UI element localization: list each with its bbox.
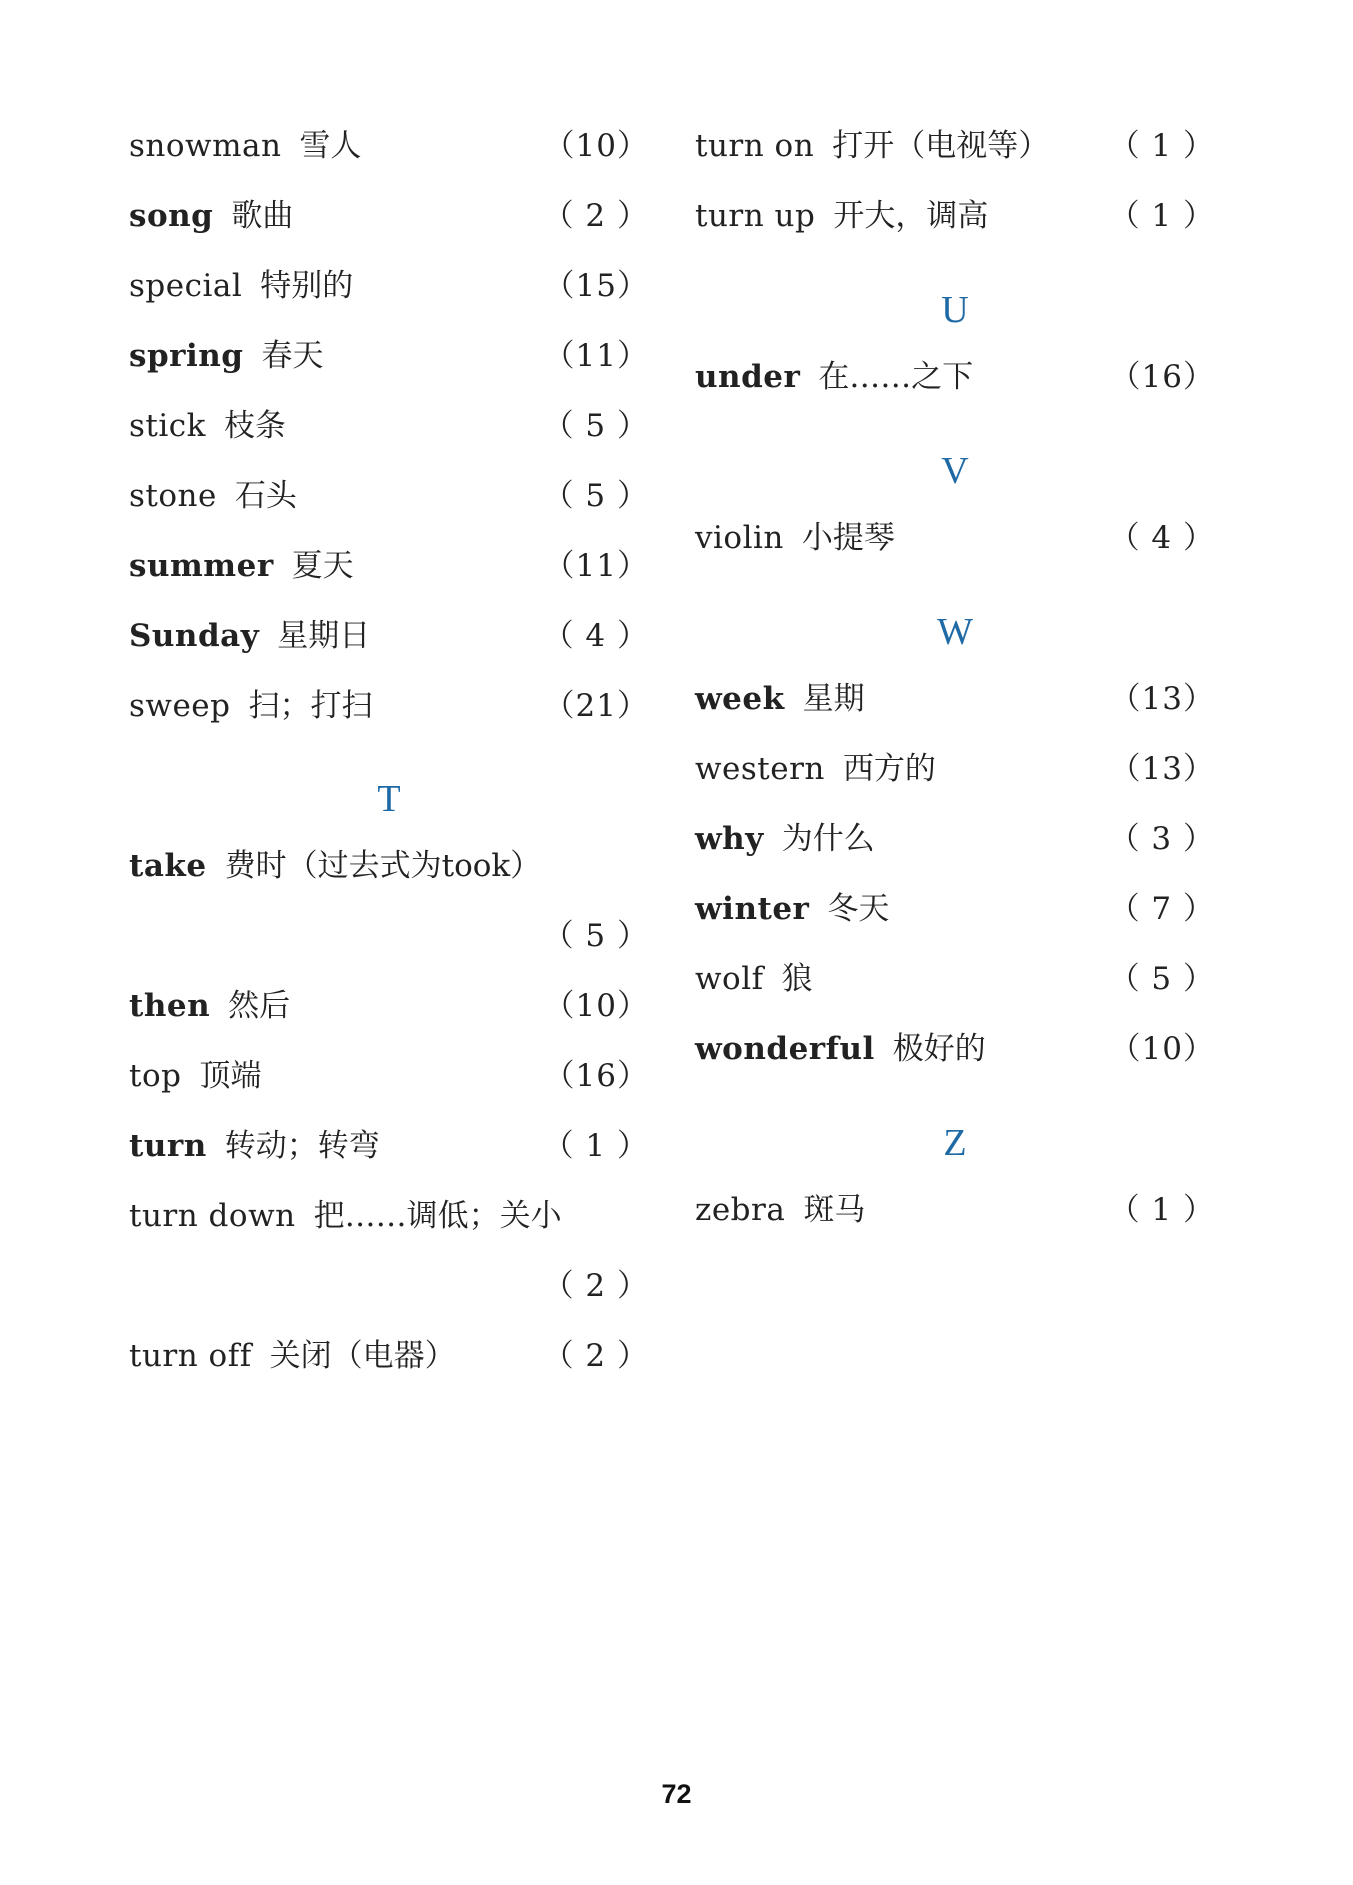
section-letter-t: T xyxy=(377,778,401,820)
vocab-entry xyxy=(129,1126,649,1166)
entry-word: stone xyxy=(129,478,217,514)
vocab-entry xyxy=(129,126,649,166)
section-letter-v: V xyxy=(941,450,969,492)
entry-meaning: 顶端 xyxy=(199,1058,262,1094)
vocab-entry xyxy=(129,616,649,656)
entry-meaning: 春天 xyxy=(261,338,324,374)
vocab-entry xyxy=(129,546,649,586)
vocab-entry xyxy=(695,357,1215,397)
entry-meaning: 开大，调高 xyxy=(833,198,989,234)
entry-word: song xyxy=(129,198,214,234)
entry-unit: （ 5 ） xyxy=(542,478,649,514)
entry-word: stick xyxy=(129,408,206,444)
entry-unit: （10） xyxy=(543,128,649,164)
entry-unit: （ 2 ） xyxy=(542,1268,649,1304)
entry-unit: （ 5 ） xyxy=(542,408,649,444)
vocab-entry xyxy=(695,889,1215,929)
entry-word: then xyxy=(129,988,211,1024)
entry-unit: （ 5 ） xyxy=(542,918,649,954)
vocab-entry xyxy=(695,1190,1215,1230)
entry-meaning: 费时（过去式为took） xyxy=(224,848,542,884)
vocab-entry xyxy=(129,196,649,236)
entry-unit: （ 4 ） xyxy=(542,618,649,654)
entry-meaning: 星期 xyxy=(802,681,865,717)
vocab-entry xyxy=(695,819,1215,859)
entry-unit: （ 5 ） xyxy=(1108,961,1215,997)
entry-meaning: 然后 xyxy=(228,988,291,1024)
entry-word: turn up xyxy=(695,198,816,234)
vocab-entry xyxy=(129,266,649,306)
entry-word: take xyxy=(129,848,207,884)
entry-meaning: 把……调低；关小 xyxy=(313,1198,562,1234)
section-letter-w: W xyxy=(937,611,973,653)
entry-unit: （10） xyxy=(1109,1031,1215,1067)
entry-word: spring xyxy=(129,338,244,374)
entry-meaning: 西方的 xyxy=(842,751,936,787)
entry-unit: （13） xyxy=(1109,681,1215,717)
entry-word: snowman xyxy=(129,128,282,164)
entry-unit: （ 1 ） xyxy=(1108,128,1215,164)
entry-word: under xyxy=(695,359,801,395)
entry-meaning: 扫；打扫 xyxy=(248,688,373,724)
vocab-entry xyxy=(129,686,649,726)
entry-word: why xyxy=(695,821,764,857)
entry-word: wonderful xyxy=(695,1031,875,1067)
entry-meaning: 极好的 xyxy=(892,1031,986,1067)
section-letter-u: U xyxy=(941,289,969,331)
entry-meaning: 小提琴 xyxy=(801,520,895,556)
entry-unit: （11） xyxy=(543,548,649,584)
entry-word: winter xyxy=(695,891,810,927)
vocab-entry xyxy=(129,846,649,954)
entry-unit: （ 3 ） xyxy=(1108,821,1215,857)
entry-word: zebra xyxy=(695,1192,786,1228)
entry-word: western xyxy=(695,751,825,787)
entry-word: turn down xyxy=(129,1198,296,1234)
entry-unit: （ 2 ） xyxy=(542,1338,649,1374)
entry-meaning: 星期日 xyxy=(277,618,371,654)
entry-unit: （10） xyxy=(543,988,649,1024)
entry-meaning: 雪人 xyxy=(299,128,362,164)
vocab-entry xyxy=(695,126,1215,166)
entry-unit: （15） xyxy=(543,268,649,304)
entry-meaning: 打开（电视等） xyxy=(832,128,1050,164)
entry-meaning: 特别的 xyxy=(260,268,354,304)
entry-meaning: 夏天 xyxy=(291,548,354,584)
entry-word: top xyxy=(129,1058,182,1094)
entry-word: summer xyxy=(129,548,274,584)
vocab-entry xyxy=(695,959,1215,999)
entry-word: special xyxy=(129,268,243,304)
vocab-entry xyxy=(695,518,1215,558)
entry-meaning: 关闭（电器） xyxy=(269,1338,456,1374)
entry-meaning: 斑马 xyxy=(803,1192,866,1228)
entry-word: turn off xyxy=(129,1338,252,1374)
entry-unit: （ 1 ） xyxy=(1108,1192,1215,1228)
entry-meaning: 在……之下 xyxy=(818,359,974,395)
vocab-entry xyxy=(695,749,1215,789)
entry-meaning: 歌曲 xyxy=(231,198,294,234)
section-letter-z: Z xyxy=(943,1122,967,1164)
entry-unit: （ 1 ） xyxy=(1108,198,1215,234)
entry-unit: （ 2 ） xyxy=(542,198,649,234)
entry-word: wolf xyxy=(695,961,764,997)
entry-meaning: 狼 xyxy=(781,961,813,997)
entry-word: week xyxy=(695,681,785,717)
entry-meaning: 石头 xyxy=(234,478,297,514)
entry-unit: （ 1 ） xyxy=(542,1128,649,1164)
entry-meaning: 为什么 xyxy=(781,821,875,857)
vocab-entry xyxy=(129,1056,649,1096)
page-number: 72 xyxy=(661,1779,692,1809)
vocab-entry xyxy=(695,196,1215,236)
entry-meaning: 转动；转弯 xyxy=(224,1128,380,1164)
entry-word: Sunday xyxy=(129,618,260,654)
entry-unit: （16） xyxy=(543,1058,649,1094)
entry-unit: （13） xyxy=(1109,751,1215,787)
entry-meaning: 冬天 xyxy=(827,891,890,927)
entry-unit: （21） xyxy=(543,688,649,724)
vocab-entry xyxy=(695,679,1215,719)
entry-word: sweep xyxy=(129,688,231,724)
entry-meaning: 枝条 xyxy=(223,408,286,444)
vocab-entry xyxy=(695,1029,1215,1069)
entry-word: violin xyxy=(695,520,784,556)
entry-word: turn on xyxy=(695,128,815,164)
vocab-entry xyxy=(129,476,649,516)
entry-unit: （ 7 ） xyxy=(1108,891,1215,927)
entry-unit: （11） xyxy=(543,338,649,374)
entry-unit: （ 4 ） xyxy=(1108,520,1215,556)
vocab-entry xyxy=(129,986,649,1026)
vocab-entry xyxy=(129,336,649,376)
entry-unit: （16） xyxy=(1109,359,1215,395)
vocab-entry xyxy=(129,406,649,446)
vocab-entry xyxy=(129,1336,649,1376)
entry-word: turn xyxy=(129,1128,207,1164)
vocab-entry xyxy=(129,1196,649,1304)
